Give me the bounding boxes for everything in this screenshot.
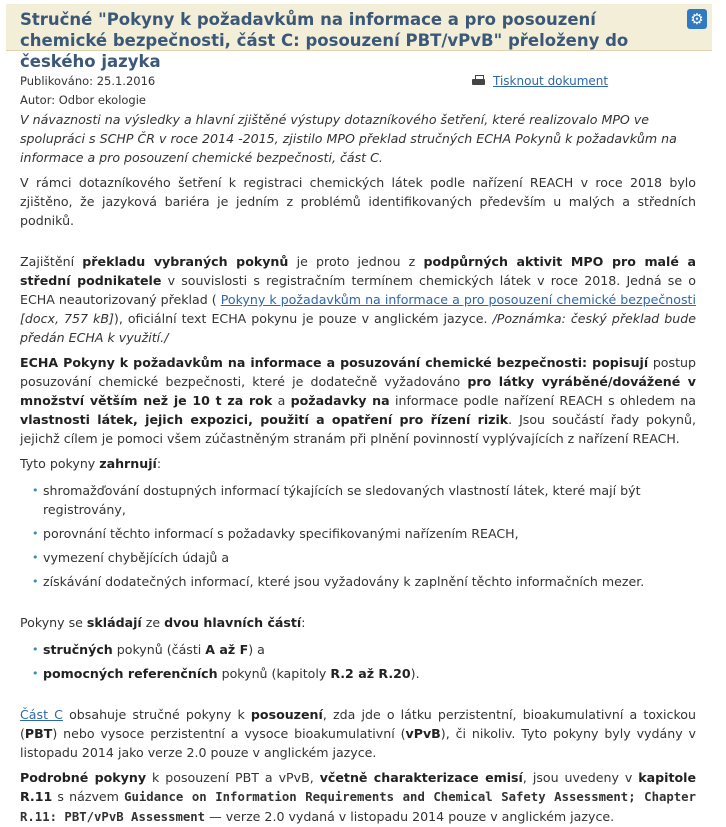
list-item: • shromažďování dostupných informací týkajících se sledovaných vlastností látek, které mají být registrovány, xyxy=(32,481,696,519)
structure-list xyxy=(20,640,696,683)
print-document-link[interactable] xyxy=(472,72,608,91)
part-c-link[interactable]: Část C xyxy=(20,707,63,722)
includes-list xyxy=(20,481,696,591)
intro-paragraph: V návaznosti na výsledky a hlavní zjištěné výstupy dotazníkového šetření, které realizovalo MPO ve spolupráci s SCHP ČR v roce 2014 -2015, zjistilo MPO překlad stručných ECHA Pokynů k požadavkům na informace a pro posouzení chemické bezpečnosti, část C. xyxy=(20,112,677,165)
paragraph-structure: Pokyny se skládají ze dvou hlavních částí: xyxy=(20,615,306,630)
paragraph-translation: Zajištění překladu vybraných pokynů je proto jednou z podpůrných aktivit MPO pro malé a střední podnikatele v souvislosti s registračním termínem chemických látek v roce 2018. Jedná se o ECHA neautorizovaný překlad ( Pokyny k požadavkům na informace a pro posouzení chemické bezpečnosti [docx, 757 kB]), oficiální text ECHA pokynu je pouze v anglickém jazyce. /Poznámka: český překlad bude předán ECHA k využití./ xyxy=(20,254,697,345)
print-link-text[interactable]: Tisknout dokument xyxy=(493,74,609,88)
paragraph-detailed-guidance: Podrobné pokyny k posouzení PBT a vPvB, včetně charakterizace emisí, jsou uvedeny v kapitole R.11 s názvem Guidance on Information Requirements and Chemical Safety Assessment; Chapter R.11: PBT/vPvB Assessment — verze 2.0 vydaná v listopadu 2014 pouze v anglickém jazyce. xyxy=(20,770,697,824)
article-body xyxy=(20,72,696,827)
guidance-translation-link[interactable]: Pokyny k požadavkům na informace a pro posouzení chemické bezpečnosti xyxy=(220,292,696,307)
settings-gear-icon[interactable]: ⚙ xyxy=(687,9,707,29)
page-title: Stručné "Pokyny k požadavkům na informace a pro posouzení chemické bezpečnosti, část C: posouzení PBT/vPvB" přeloženy do českého jazyka xyxy=(20,10,629,71)
printer-icon xyxy=(472,75,485,86)
paragraph-survey: V rámci dotazníkového šetření k registraci chemických látek podle nařízení REACH v roce 2018 bylo zjištěno, že jazyková bariéra je jedním z problémů identifikovaných především u malých a středních podniků. xyxy=(20,175,696,228)
author: Autor: Odbor ekologie xyxy=(20,93,146,107)
paragraph-part-c: Část C obsahuje stručné pokyny k posouzení, zda jde o látku perzistentní, bioakumulativní a toxickou (PBT) nebo vysoce perzistentní a vysoce bioakumulativní (vPvB), či nikoliv. Tyto pokyny byly vydány v listopadu 2014 jako verze 2.0 pouze v anglickém jazyce. xyxy=(20,707,696,760)
paragraph-includes: Tyto pokyny zahrnují: xyxy=(20,456,162,471)
list-item: • získávání dodatečných informací, které jsou vyžadovány k zaplnění těchto informačních mezer. xyxy=(32,572,696,591)
paragraph-echa-guidance: ECHA Pokyny k požadavkům na informace a posuzování chemické bezpečnosti: popisují postup posuzování chemické bezpečnosti, které je dodatečně vyžadováno pro látky vyráběné/dovážené v množství větším než je 10 t za rok a požadavky na informace podle nařízení REACH s ohledem na vlastnosti látek, jejich expozici, použití a opatření pro řízení rizik. Jsou součástí řady pokynů, jejichž cílem je pomoci všem zúčastněným stranám při plnění povinností vyplývajících z nařízení REACH. xyxy=(20,355,696,446)
published-date: Publikováno: 25.1.2016 xyxy=(20,74,156,88)
list-item: • pomocných referenčních pokynů (kapitoly R.2 až R.20). xyxy=(32,664,696,683)
list-item: • porovnání těchto informací s požadavky specifikovanými nařízením REACH, xyxy=(32,524,696,543)
list-item: • stručných pokynů (části A až F) a xyxy=(32,640,696,659)
list-item: • vymezení chybějících údajů a xyxy=(32,548,696,567)
page-header xyxy=(6,4,712,71)
